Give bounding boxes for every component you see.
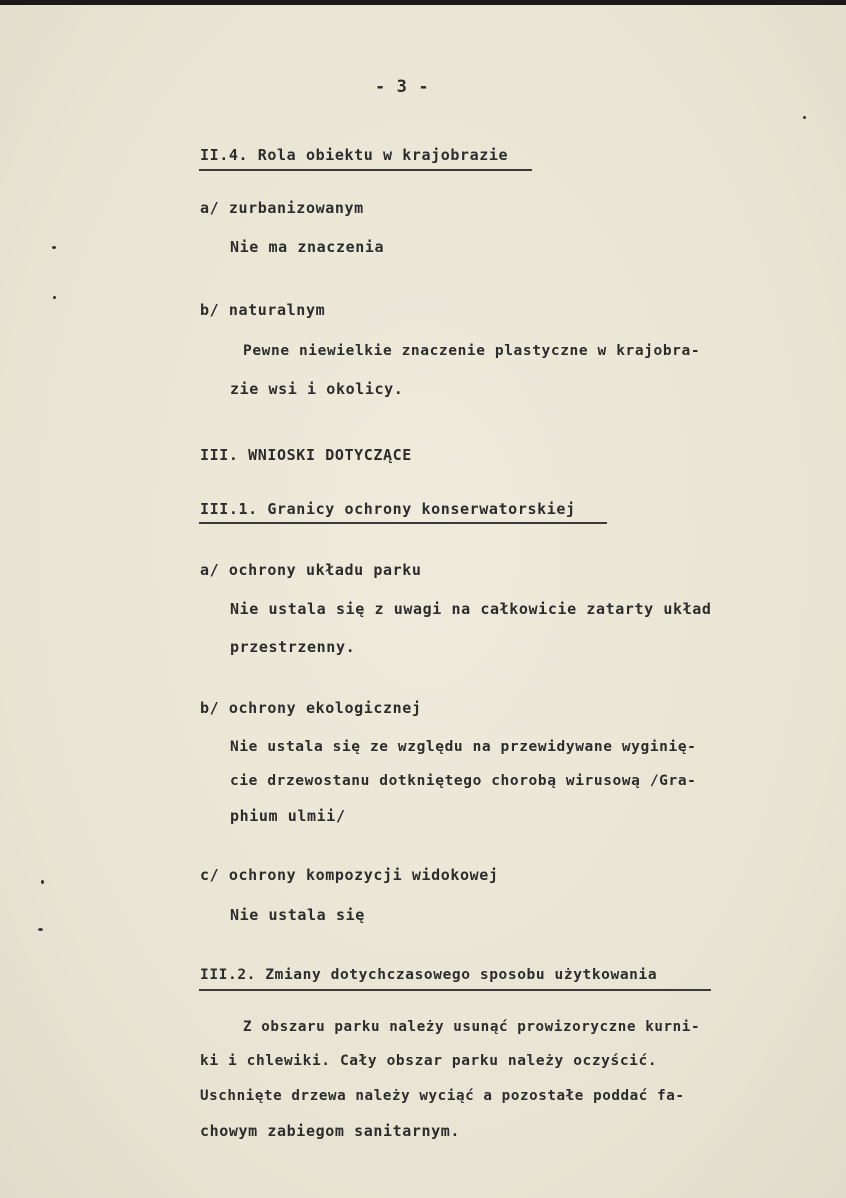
scan-edge <box>0 0 846 5</box>
paragraph-line: Uschnięte drzewa należy wyciąć a pozostałe poddać fa- <box>200 1088 685 1104</box>
section-heading-3-1: III.1. Granicy ochrony konserwatorskiej <box>200 500 576 518</box>
scan-speck <box>52 246 56 249</box>
item-b-text-line: zie wsi i okolicy. <box>230 380 404 398</box>
section-heading-3-2: III.2. Zmiany dotychczasowego sposobu użytkowania <box>200 967 658 983</box>
item-a-text-line: Nie ustala się z uwagi na całkowicie zatarty układ <box>230 600 712 618</box>
item-a-label: a/ ochrony układu parku <box>200 561 422 579</box>
section-heading-2-4: II.4. Rola obiektu w krajobrazie <box>200 146 509 164</box>
item-b-text-line: phium ulmii/ <box>230 807 346 825</box>
scan-speck <box>38 928 43 931</box>
page-number: - 3 - <box>375 77 430 97</box>
item-b-text-line: Pewne niewielkie znaczenie plastyczne w krajobra- <box>243 343 701 359</box>
heading-underline <box>199 989 711 991</box>
heading-underline <box>199 522 607 524</box>
item-c-label: c/ ochrony kompozycji widokowej <box>200 866 499 884</box>
heading-underline <box>199 169 532 171</box>
scan-speck <box>53 296 56 299</box>
item-b-text-line: Nie ustala się ze względu na przewidywane wyginię- <box>230 739 697 755</box>
item-a-label: a/ zurbanizowanym <box>200 199 364 217</box>
section-heading-3: III. WNIOSKI DOTYCZĄCE <box>200 446 412 464</box>
scan-speck <box>803 116 806 119</box>
item-b-label: b/ naturalnym <box>200 301 326 319</box>
item-c-text: Nie ustala się <box>230 906 365 924</box>
paragraph-line: ki i chlewiki. Cały obszar parku należy oczyścić. <box>200 1053 658 1069</box>
item-a-text: Nie ma znaczenia <box>230 238 385 256</box>
scan-speck <box>41 880 44 884</box>
item-a-text-line: przestrzenny. <box>230 638 356 656</box>
item-b-text-line: cie drzewostanu dotkniętego chorobą wirusową /Gra- <box>230 773 697 789</box>
paragraph-line: chowym zabiegom sanitarnym. <box>200 1122 461 1140</box>
item-b-label: b/ ochrony ekologicznej <box>200 699 422 717</box>
paragraph-line: Z obszaru parku należy usunąć prowizoryczne kurni- <box>243 1019 701 1035</box>
